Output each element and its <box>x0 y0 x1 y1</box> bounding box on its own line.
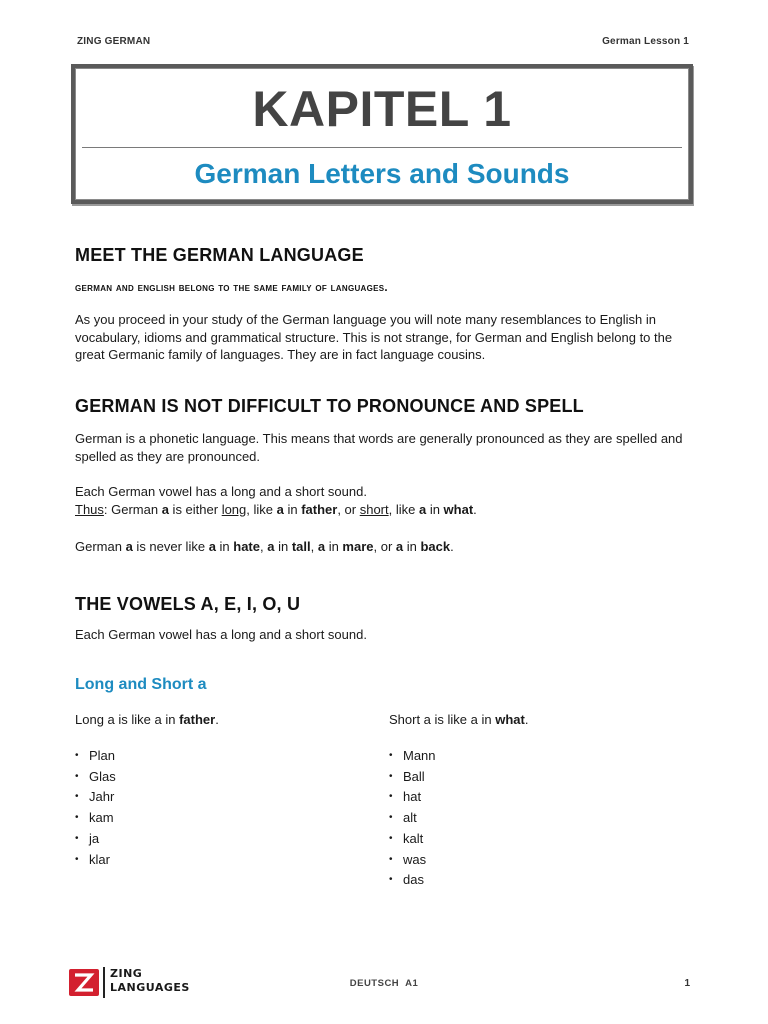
section-heading-vowels: THE VOWELS A, E, I, O, U <box>75 594 301 614</box>
page-number: 1 <box>684 978 690 989</box>
word-short: short <box>359 502 389 517</box>
letter-a: a <box>418 502 427 517</box>
header-right: German Lesson 1 <box>602 36 689 47</box>
text-run: . <box>215 712 219 727</box>
letter-a: a <box>208 539 216 554</box>
word-what: what <box>443 502 474 517</box>
text-run: in <box>215 539 234 554</box>
list-item: • klar <box>75 850 116 871</box>
word-hate: hate <box>233 539 260 554</box>
word-father: father <box>301 502 338 517</box>
text-run: in <box>325 539 343 554</box>
text-run: Long a is like a in <box>75 712 180 727</box>
logo-line-2: LANGUAGES <box>110 981 190 994</box>
letter-a: a <box>317 539 326 554</box>
footer-level-text: DEUTSCH A1 <box>349 978 419 989</box>
text-run: . <box>473 502 477 517</box>
thus-label: Thus <box>75 502 104 517</box>
text-run: . <box>450 539 454 554</box>
text-run: , or <box>337 502 360 517</box>
text-run: German <box>75 539 126 554</box>
list-item: • kam <box>75 808 116 829</box>
list-item: • ja <box>75 829 116 850</box>
list-item: • Jahr <box>75 787 116 808</box>
title-box <box>71 64 693 204</box>
list-item: • Mann <box>389 746 436 767</box>
list-item: • Glas <box>75 767 116 788</box>
letter-a: a <box>267 539 275 554</box>
header-left: ZING GERMAN <box>77 36 151 47</box>
letter-a: a <box>276 502 284 517</box>
word-what: what <box>495 712 525 727</box>
short-a-description <box>389 712 528 727</box>
text-run: , like <box>246 502 277 517</box>
list-item: • Ball <box>389 767 436 788</box>
vowel-sound-line: Each German vowel has a long and a short sound. <box>75 484 367 499</box>
text-run: in <box>403 539 421 554</box>
paragraph-phonetic: German is a phonetic language. This means that words are generally pronounced as they are spelled and spelled as they are pronounced. <box>75 431 683 464</box>
chapter-subtitle: German Letters and Sounds <box>194 158 570 189</box>
long-a-description <box>75 712 219 727</box>
paragraph-intro: As you proceed in your study of the German language you will note many resemblances to English in vocabulary, idioms and grammatical structure. This is not strange, for German and English belong to the great Germanic family of languages. They are in fact language cousins. <box>75 312 673 362</box>
word-back: back <box>420 539 451 554</box>
letter-a: a <box>161 502 169 517</box>
list-item: • Plan <box>75 746 116 767</box>
thus-line <box>75 501 477 519</box>
list-item: • alt <box>389 808 436 829</box>
word-long: long <box>221 502 247 517</box>
letter-a: a <box>125 539 133 554</box>
word-father: father <box>179 712 216 727</box>
list-item: • das <box>389 870 436 891</box>
never-line <box>75 538 454 556</box>
short-a-word-list <box>389 746 436 891</box>
letter-a: a <box>395 539 404 554</box>
list-item: • hat <box>389 787 436 808</box>
long-a-word-list <box>75 746 116 870</box>
word-mare: mare <box>342 539 374 554</box>
logo-line-1: ZING <box>110 967 143 980</box>
text-run: Short a is like a in <box>389 712 496 727</box>
text-run: . <box>524 712 529 727</box>
paragraph-vowels: Each German vowel has a long and a short sound. <box>75 627 367 642</box>
text-run: , <box>310 539 318 554</box>
text-run: , <box>260 539 268 554</box>
text-run: in <box>426 502 444 517</box>
text-run: : German <box>103 502 162 517</box>
subsection-heading-long-short-a: Long and Short a <box>75 676 207 693</box>
text-run: is either <box>168 502 222 517</box>
list-item: • kalt <box>389 829 436 850</box>
section-heading-pronounce: GERMAN IS NOT DIFFICULT TO PRONOUNCE AND SPELL <box>75 396 584 416</box>
text-run: in <box>274 539 292 554</box>
section-subheading-family: german and english belong to the same family of languages. <box>75 282 388 294</box>
word-tall: tall <box>291 539 311 554</box>
text-run: in <box>283 502 302 517</box>
text-run: is never like <box>132 539 209 554</box>
text-run: , like <box>388 502 419 517</box>
footer-level <box>0 978 768 989</box>
chapter-title: KAPITEL 1 <box>252 81 512 137</box>
title-divider <box>82 147 682 148</box>
section-heading-meet: MEET THE GERMAN LANGUAGE <box>75 245 364 265</box>
list-item: • was <box>389 850 436 871</box>
text-run: , or <box>373 539 396 554</box>
